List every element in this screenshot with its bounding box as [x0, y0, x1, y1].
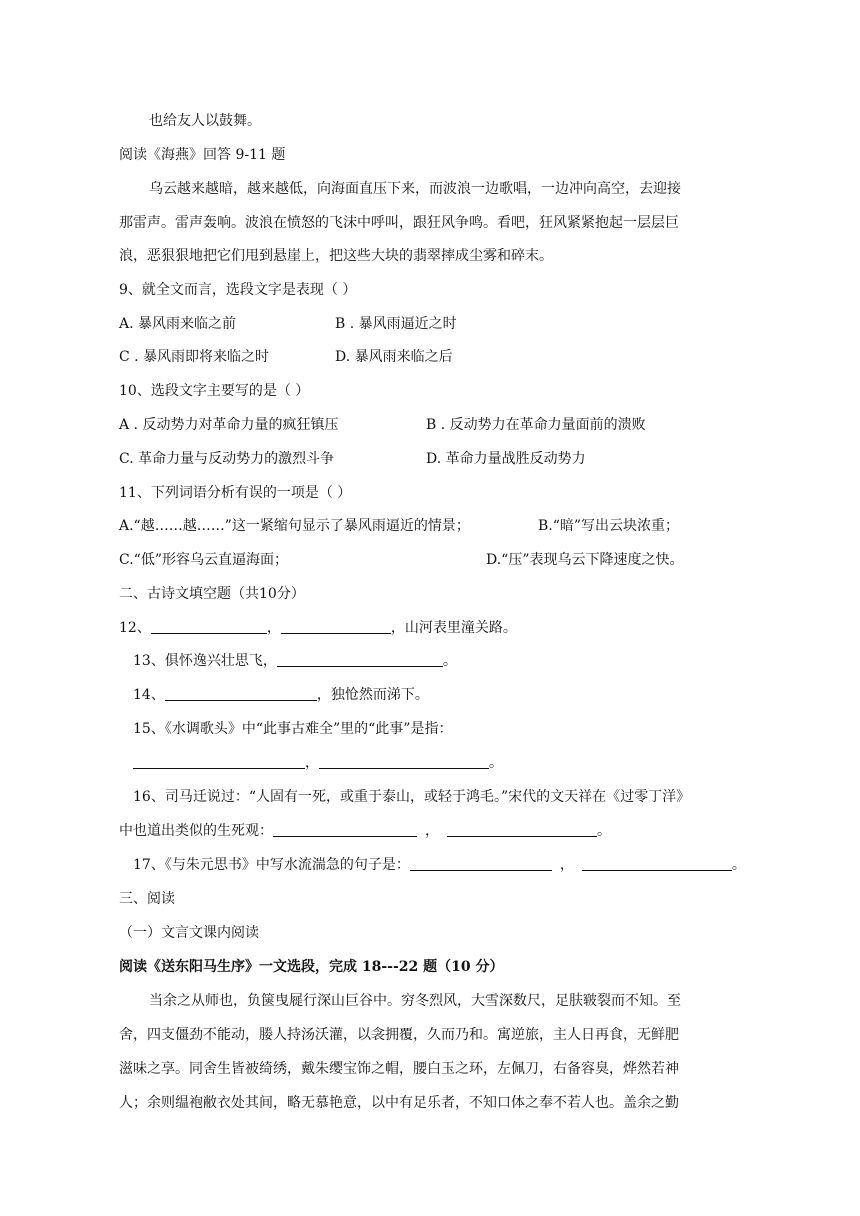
- option-10a: A . 反动势力对革命力量的疯狂镇压: [119, 417, 339, 433]
- question-17-text: 17、《与朱元思书》中写水流湍急的句子是：: [133, 857, 410, 873]
- question-15-end: 。: [489, 755, 503, 771]
- passage-line: 浪，恶狠狠地把它们甩到悬崖上，把这些大块的翡翠摔成尘雾和碎末。: [119, 248, 553, 264]
- option-9d: D. 暴风雨来临之后: [335, 349, 453, 365]
- question-9: 9、就全文而言，选段文字是表现（ ）: [119, 282, 357, 298]
- answer-blank[interactable]: [281, 619, 391, 634]
- option-10b: B . 反动势力在革命力量面前的溃败: [426, 417, 646, 433]
- answer-blank[interactable]: [165, 686, 317, 701]
- passage-line: 乌云越来越暗，越来越低，向海面直压下来，而波浪一边歌唱，一边冲向高空，去迎接: [149, 181, 681, 197]
- answer-blank[interactable]: [133, 754, 305, 769]
- question-16-answer: [119, 821, 611, 841]
- answer-blank[interactable]: [582, 856, 732, 871]
- option-11b: B.“暗”写出云块浓重；: [538, 518, 680, 534]
- question-15: 15、《水调歌头》中“此事古难全”里的“此事”是指：: [133, 721, 453, 737]
- answer-blank[interactable]: [319, 754, 489, 769]
- option-11a: A.“越……越……”这一紧缩句显示了暴风雨逼近的情景；: [119, 518, 470, 534]
- question-15-answer: [133, 753, 503, 773]
- answer-blank[interactable]: [273, 822, 417, 837]
- question-15-separator: ，: [305, 755, 319, 771]
- question-16-text: 中也道出类似的生死观：: [119, 823, 273, 839]
- question-13-end: 。: [442, 653, 457, 669]
- option-9c: C . 暴风雨即将来临之时: [119, 349, 270, 365]
- option-9b: B . 暴风雨逼近之时: [335, 316, 457, 332]
- question-14-number: 14、: [133, 687, 165, 703]
- option-10d: D. 革命力量战胜反动势力: [426, 451, 586, 467]
- option-11c: C.“低”形容乌云直逼海面；: [119, 552, 288, 568]
- answer-blank[interactable]: [447, 822, 597, 837]
- question-11: 11、下列词语分析有误的一项是（ ）: [119, 485, 352, 501]
- passage-line: 舍，四支僵劲不能动，媵人持汤沃灌，以衾拥覆，久而乃和。寓逆旅，主人日再食，无鲜肥: [119, 1027, 679, 1043]
- question-12-separator: ，: [266, 620, 281, 636]
- passage-line: 滋味之享。同舍生皆被绮绣，戴朱缨宝饰之帽，腰白玉之环，左佩刀，右备容臭，烨然若神: [119, 1061, 679, 1077]
- option-9a: A. 暴风雨来临之前: [119, 316, 237, 332]
- passage-line: 也给友人以鼓舞。: [149, 113, 261, 129]
- option-11d: D.“压”表现乌云下降速度之快。: [486, 552, 684, 568]
- passage-line: 当余之从师也，负箧曳屣行深山巨谷中。穷冬烈风，大雪深数尺，足肤皲裂而不知。至: [149, 993, 681, 1009]
- answer-blank[interactable]: [151, 619, 267, 634]
- subsection-heading: （一）文言文课内阅读: [119, 925, 259, 941]
- section-heading-poetry: 二、古诗文填空题（共10分）: [119, 586, 305, 602]
- option-10c: C. 革命力量与反动势力的激烈斗争: [119, 451, 335, 467]
- answer-blank[interactable]: [410, 856, 552, 871]
- question-12-number: 12、: [119, 620, 151, 636]
- question-16-separator: ，: [425, 823, 439, 839]
- answer-blank[interactable]: [277, 652, 443, 667]
- question-12-text: ，山河表里潼关路。: [390, 620, 517, 636]
- question-14: [133, 685, 429, 705]
- question-10: 10、选段文字主要写的是（ ）: [119, 383, 310, 399]
- reading-instruction: 阅读《送东阳马生序》一文选段，完成 18---22 题（10 分）: [119, 959, 504, 975]
- question-16-end: 。: [597, 823, 611, 839]
- question-16: 16、司马迁说过：“人固有一死，或重于泰山，或轻于鸿毛。”宋代的文天祥在《过零丁洋》: [133, 789, 691, 805]
- question-13: [133, 651, 457, 671]
- passage-line: 人；余则缊袍敝衣处其间，略无慕艳意，以中有足乐者，不知口体之奉不若人也。盖余之勤: [119, 1095, 679, 1111]
- question-17-end: 。: [731, 857, 746, 873]
- question-14-text: ，独怆然而涕下。: [316, 687, 429, 703]
- section-heading-reading: 三、阅读: [119, 891, 175, 907]
- question-12: [119, 618, 517, 638]
- question-17: [133, 855, 746, 875]
- passage-line: 那雷声。雷声轰响。波浪在愤怒的飞沫中呼叫，跟狂风争鸣。看吧，狂风紧紧抱起一层层巨: [119, 215, 679, 231]
- question-13-text: 13、俱怀逸兴壮思飞，: [133, 653, 277, 669]
- section-instruction: 阅读《海燕》回答 9-11 题: [119, 147, 286, 163]
- question-17-separator: ，: [559, 857, 574, 873]
